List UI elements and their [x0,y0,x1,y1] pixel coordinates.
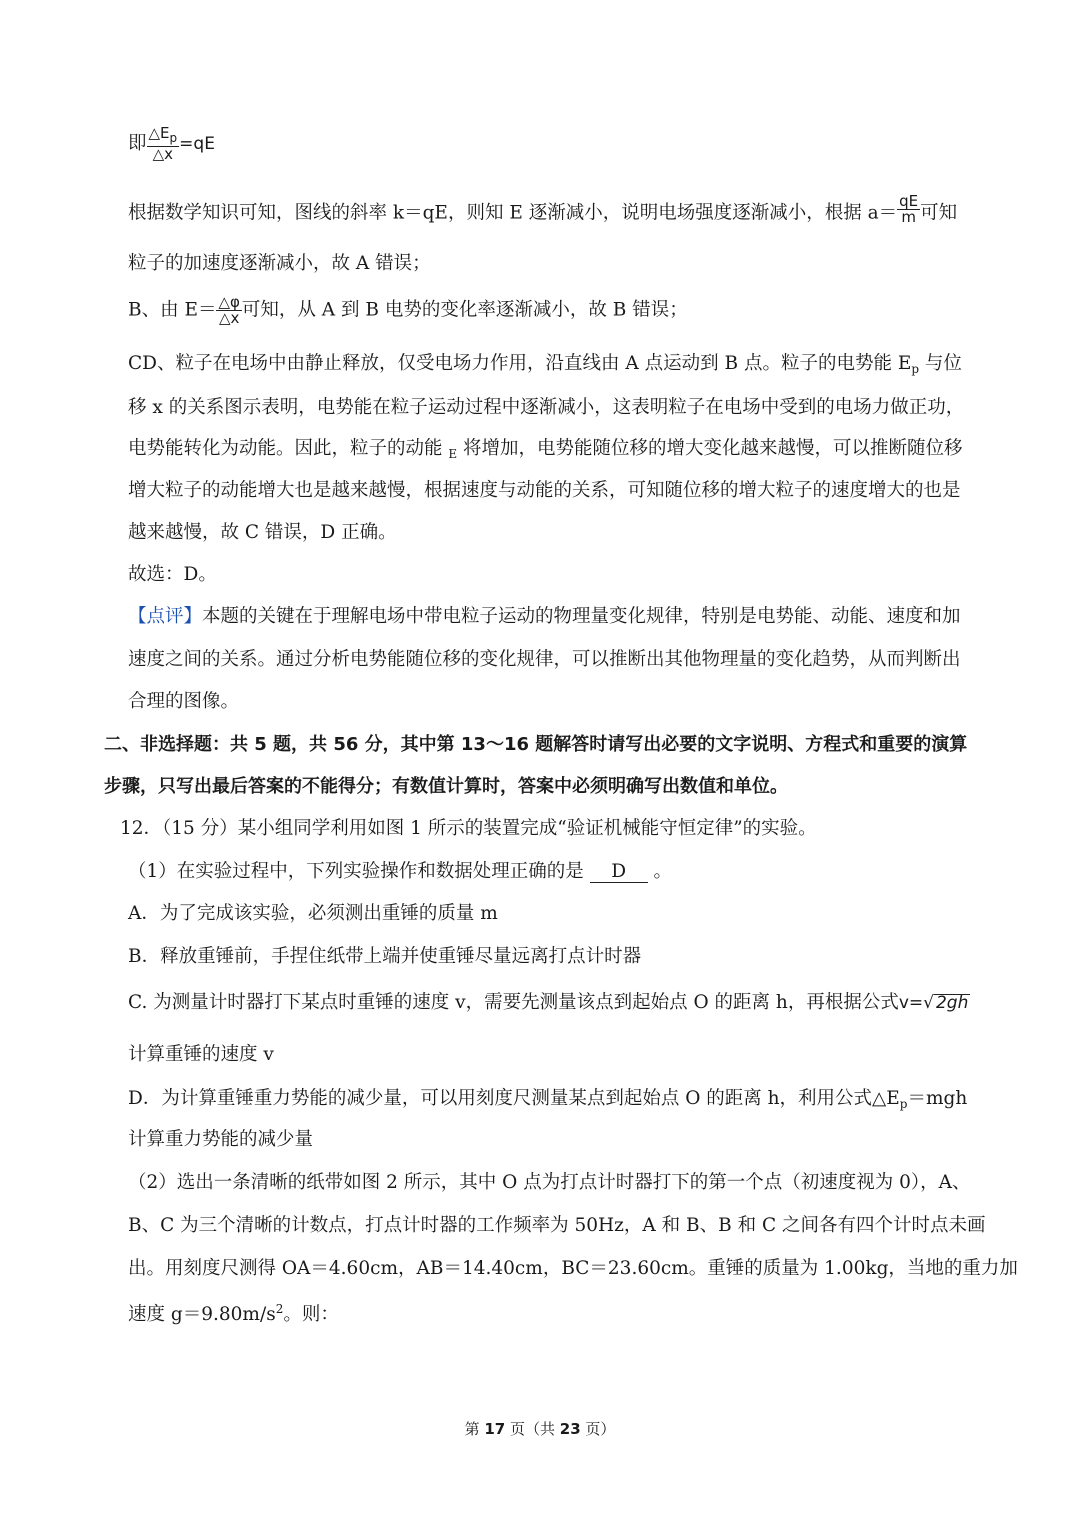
option-d-line-2: 计算重力势能的减少量 [128,1129,314,1150]
text-segment: B、由 E＝ [128,299,217,321]
footer-text: 页（共 [505,1420,560,1438]
question-12-part-2-line-3: 出。用刻度尺测得 OA＝4.60cm，AB＝14.40cm，BC＝23.60cm。重锤的质量为 1.00kg，当地的重力加 [128,1258,1018,1279]
footer-text: 页） [580,1420,616,1438]
text-segment: （1）在实验过程中，下列实验操作和数据处理正确的是 [128,861,590,882]
review-line-3: 合理的图像。 [128,691,240,712]
section-heading-line-1: 二、非选择题：共 5 题，共 56 分，其中第 13～16 题解答时请写出必要的文字说明、方程式和重要的演算 [104,734,968,755]
text-segment: 。则： [283,1304,339,1325]
paragraph-line-4 [128,355,962,375]
paragraph-line-8: 越来越慢，故 C 错误，D 正确。 [128,522,397,543]
paragraph-line-3 [128,295,688,326]
formula-radicand: 2gh [935,993,969,1013]
text-segment: 本题的关键在于理解电场中带电粒子运动的物理量变化规律，特别是电势能、动能、速度和加 [202,606,961,627]
text-segment: 可知，从 A 到 B 电势的变化率逐渐减小，故 B 错误； [241,299,688,321]
text-segment: CD、粒子在电场中由静止释放，仅受电场力作用，沿直线由 A 点运动到 B 点。粒子的电势能 E [128,353,912,374]
answer-choice-line: 故选：D。 [128,564,217,585]
subscript: p [899,1097,908,1111]
text-segment: C. 为测量计时器打下某点时重锤的速度 v，需要先测量该点到起始点 O 的距离 h，再根据公式 [128,992,899,1013]
review-line-1 [128,608,961,627]
footer-text: 第 [464,1420,485,1438]
fraction-numerator: qE [899,192,919,210]
option-b: B．释放重锤前，手捏住纸带上端并使重锤尽量远离打点计时器 [128,946,642,967]
paragraph-line-2: 粒子的加速度逐渐减小，故 A 错误； [128,253,431,274]
section-heading-line-2: 步骤，只写出最后答案的不能得分；有数值计算时，答案中必须明确写出数值和单位。 [104,776,788,797]
subscript: E [448,447,458,461]
question-12-part-2-line-1: （2）选出一条清晰的纸带如图 2 所示，其中 O 点为打点计时器打下的第一个点（初速度视为 0），A、 [128,1172,971,1193]
option-c-line-1 [128,994,970,1013]
fraction-delta-phi-over-delta-x [216,295,241,326]
formula-prefix: v=√ [898,993,934,1013]
fraction-denominator: m [901,208,916,226]
question-12-title: 12．（15 分）某小组同学利用如图 1 所示的装置完成“验证机械能守恒定律”的实验。 [120,818,817,839]
paragraph-line-7: 增大粒子的动能增大也是越来越慢，根据速度与动能的关系，可知随位移的增大粒子的速度增大的也是 [128,480,961,501]
total-pages: 23 [559,1420,581,1438]
fraction-denominator: △x [152,145,174,163]
fraction-delta-ep-over-delta-x [147,126,180,162]
fraction-numerator: △E [148,124,170,142]
paragraph-line-6 [128,440,963,460]
text-segment: 将增加，电势能随位移的增大变化越来越慢，可以推断随位移 [457,438,963,459]
superscript: 2 [275,1302,284,1316]
page-footer [0,1418,1080,1439]
fraction-denominator: △x [218,309,240,327]
answer-blank: D [590,863,648,883]
question-12-part-1 [128,863,672,883]
review-line-2: 速度之间的关系。通过分析电势能随位移的变化规律，可以推断出其他物理量的变化趋势，从而判断出 [128,649,961,670]
option-c-line-2: 计算重锤的速度 v [128,1044,274,1065]
text-segment: 根据数学知识可知，图线的斜率 k＝qE，则知 E 逐渐减小，说明电场强度逐渐减小，根据 a＝ [128,202,898,224]
subscript: p [911,362,920,376]
option-a: A．为了完成该实验，必须测出重锤的质量 m [128,903,498,924]
text-prefix: 即 [128,133,147,154]
text-segment: 与位 [919,353,962,374]
text-segment: D．为计算重锤重力势能的减少量，可以用刻度尺测量某点到起始点 O 的距离 h，利用公式△E [128,1088,900,1109]
formula-v-sqrt-2gh [899,994,971,1012]
paragraph-line-5: 移 x 的关系图示表明，电势能在粒子运动过程中逐渐减小，这表明粒子在电场中受到的电场力做正功， [128,397,965,418]
text-segment: ＝mgh [907,1088,968,1109]
fraction-qe-over-m [897,194,920,225]
fraction-numerator: △φ [218,293,240,311]
subscript: p [169,131,178,145]
text-segment: 可知 [920,202,958,224]
text-segment: 。 [647,861,673,882]
option-d-line-1 [128,1090,967,1110]
text-segment: 电势能转化为动能。因此，粒子的动能 [128,438,449,459]
question-12-part-2-line-4 [128,1303,339,1325]
equation-rhs: =qE [179,134,215,154]
page-number: 17 [484,1420,506,1438]
text-segment: 速度 g＝9.80m/s [128,1304,276,1325]
equation-line-0 [128,126,215,162]
paragraph-line-1 [128,192,958,226]
review-tag: 【点评】 [128,606,203,627]
question-12-part-2-line-2: B、C 为三个清晰的计数点，打点计时器的工作频率为 50Hz，A 和 B、B 和 C 之间各有四个计时点未画 [128,1215,986,1236]
